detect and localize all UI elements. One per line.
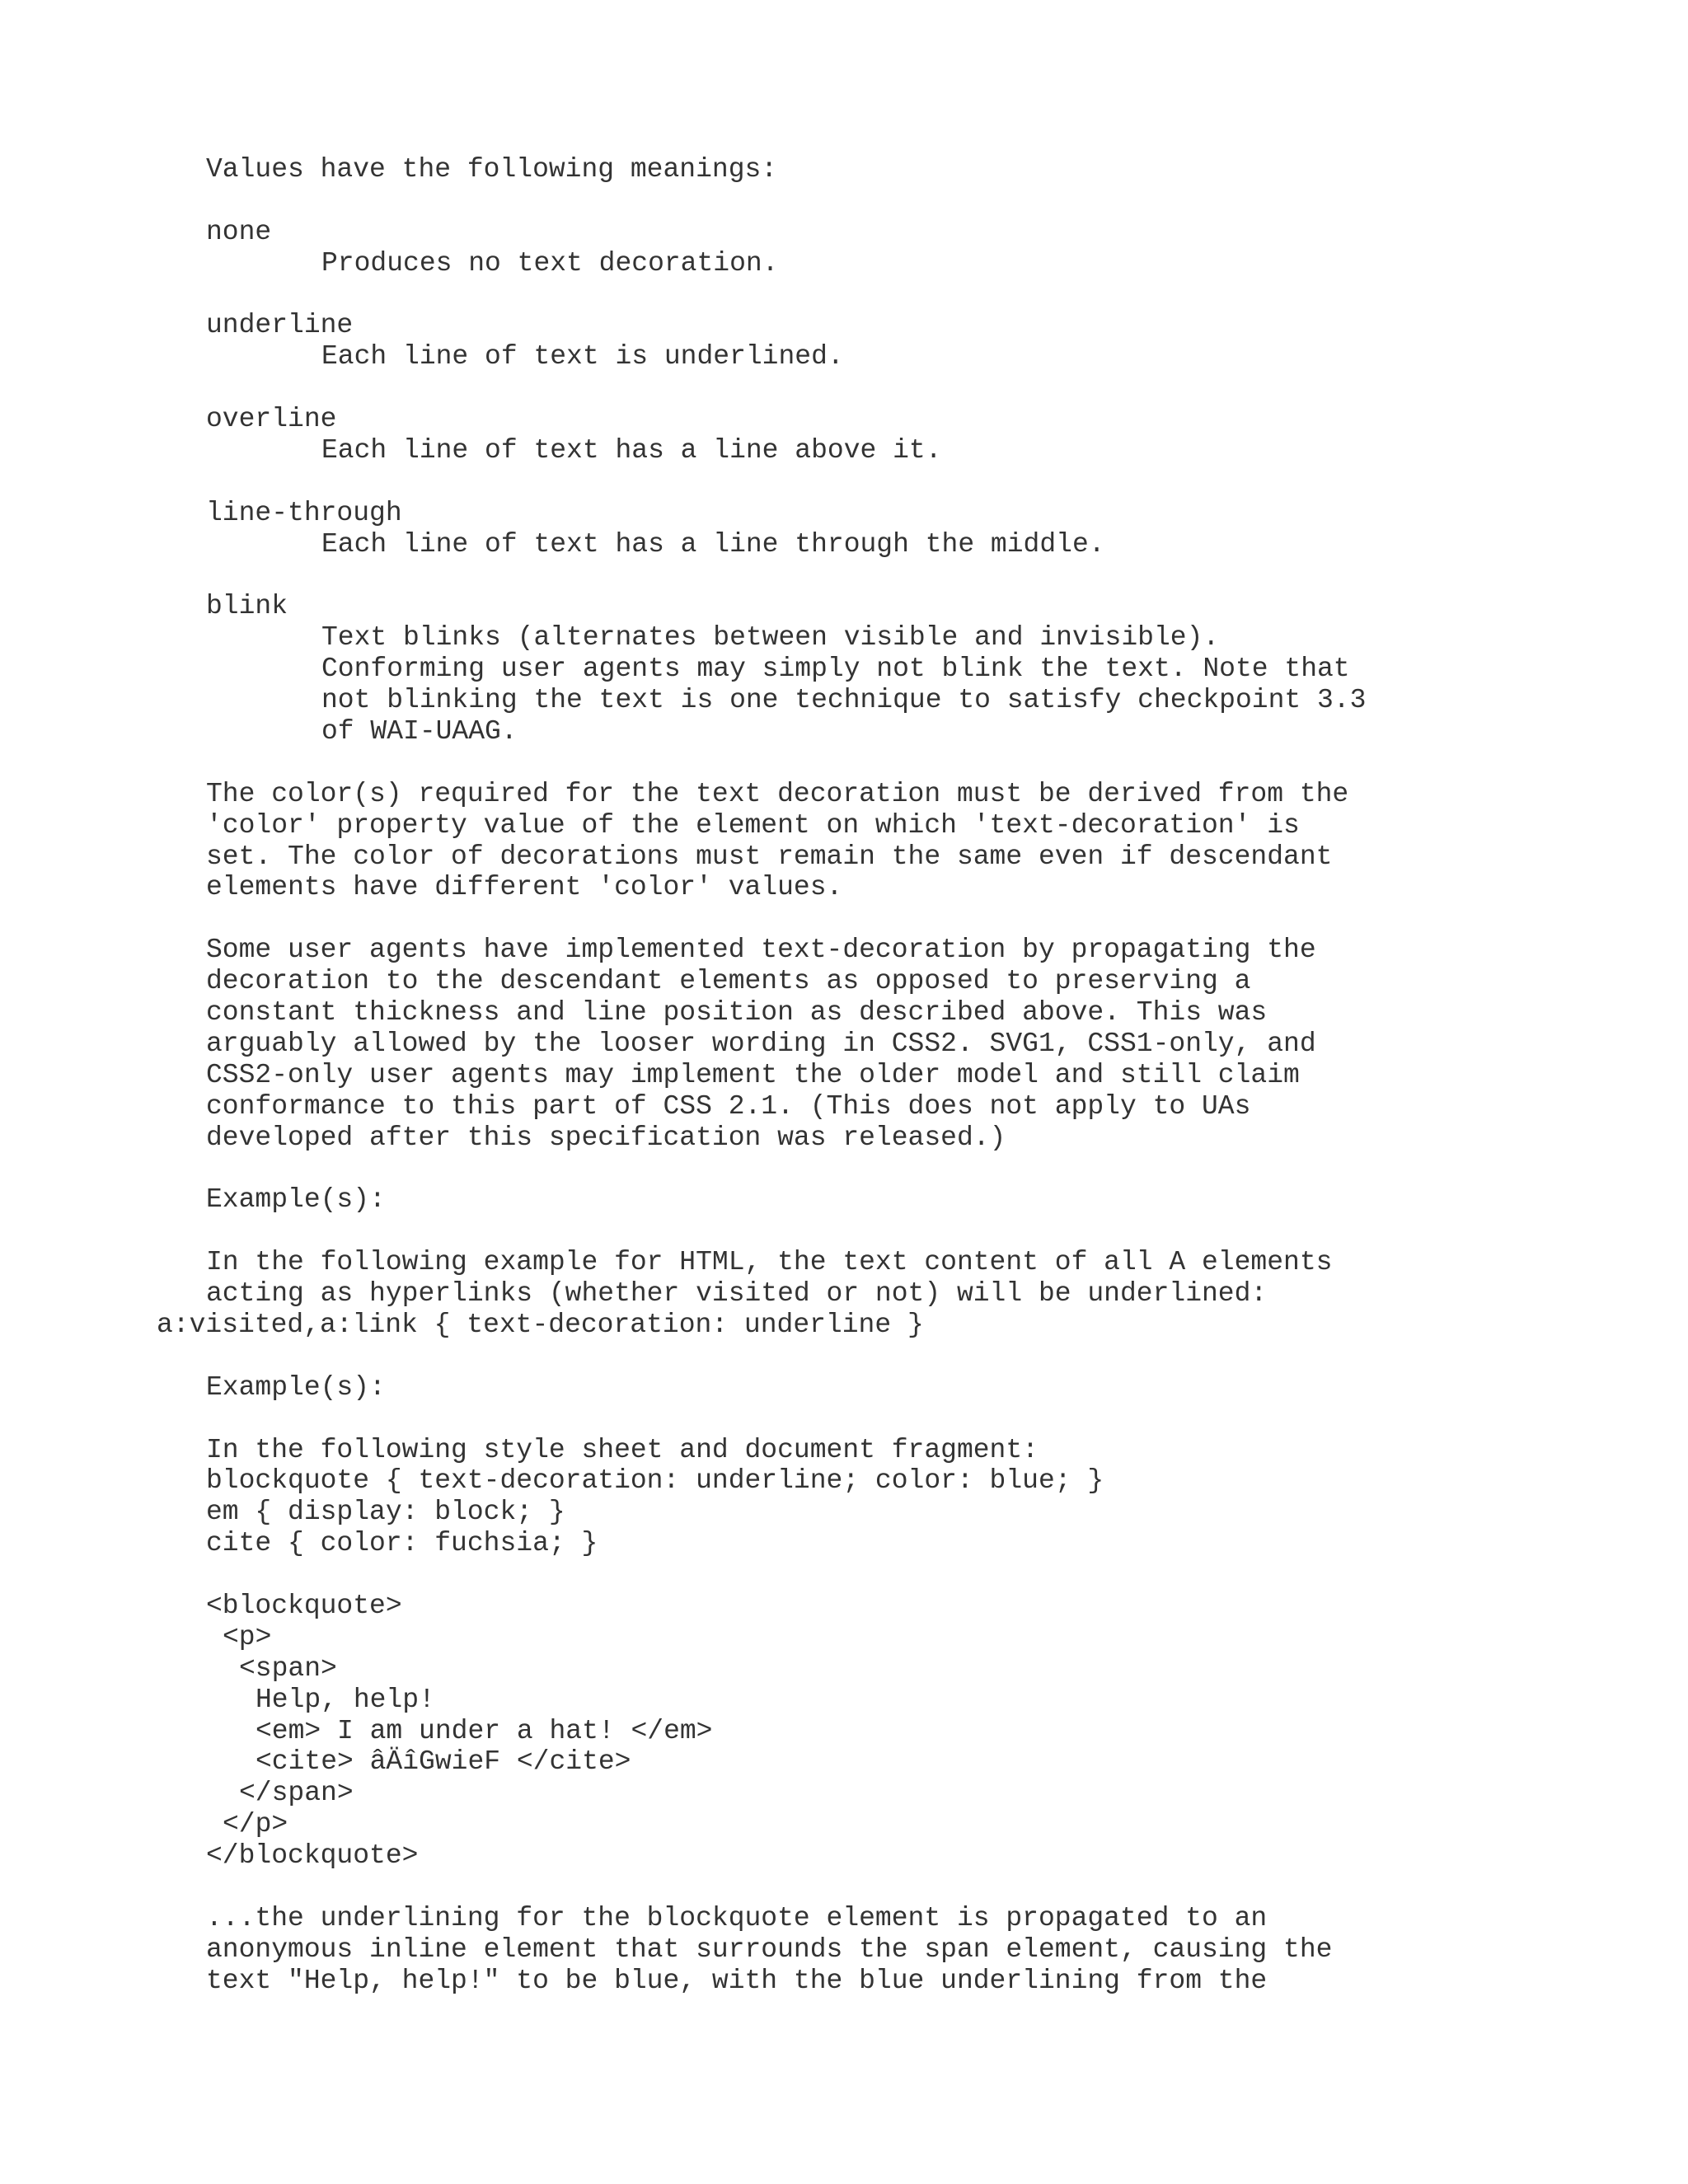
example2-markup-line: </blockquote> bbox=[206, 1840, 419, 1872]
example2-markup-line: <cite> âÄîGwieF </cite> bbox=[256, 1746, 631, 1778]
value-term-blink: blink bbox=[206, 591, 288, 622]
example2-markup-line: <blockquote> bbox=[206, 1590, 402, 1621]
example2-css-line: em { display: block; } bbox=[206, 1497, 565, 1528]
propagation-paragraph-line: constant thickness and line position as described above. This was bbox=[206, 997, 1268, 1029]
color-paragraph-line: elements have different 'color' values. bbox=[206, 872, 843, 903]
value-term-line-through: line-through bbox=[206, 497, 402, 528]
spacer bbox=[206, 1154, 1657, 1185]
spacer bbox=[206, 185, 1657, 217]
closing-paragraph-line: anonymous inline element that surrounds the span element, causing the bbox=[206, 1933, 1333, 1965]
example1-code: a:visited,a:link { text-decoration: underline } bbox=[157, 1309, 924, 1340]
spacer bbox=[206, 1216, 1657, 1247]
value-desc-overline: Each line of text has a line above it. bbox=[321, 435, 942, 466]
example2-markup-line: </span> bbox=[239, 1778, 354, 1809]
example1-text-line: In the following example for HTML, the text content of all A elements bbox=[206, 1247, 1333, 1278]
value-desc-blink-line: Text blinks (alternates between visible and invisible). bbox=[321, 622, 1220, 654]
example2-markup-line: <em> I am under a hat! </em> bbox=[256, 1715, 713, 1746]
closing-paragraph-line: text "Help, help!" to be blue, with the blue underlining from the bbox=[206, 1965, 1268, 1996]
value-desc-blink-line: not blinking the text is one technique to satisfy checkpoint 3.3 bbox=[321, 685, 1367, 716]
spacer bbox=[206, 748, 1657, 779]
example2-css-line: blockquote { text-decoration: underline; color: blue; } bbox=[206, 1465, 1104, 1497]
propagation-paragraph-line: conformance to this part of CSS 2.1. (This does not apply to UAs bbox=[206, 1090, 1251, 1122]
example2-intro: In the following style sheet and document fragment: bbox=[206, 1434, 1039, 1465]
spacer bbox=[206, 1341, 1657, 1372]
color-paragraph-line: The color(s) required for the text decoration must be derived from the bbox=[206, 778, 1349, 809]
example2-markup-line: <p> bbox=[223, 1621, 272, 1652]
value-desc-underline: Each line of text is underlined. bbox=[321, 341, 844, 373]
spacer bbox=[206, 1872, 1657, 1903]
example1-text-line: acting as hyperlinks (whether visited or not) will be underlined: bbox=[206, 1278, 1268, 1310]
example2-markup-line: Help, help! bbox=[256, 1684, 435, 1715]
example-heading: Example(s): bbox=[206, 1184, 386, 1216]
color-paragraph-line: 'color' property value of the element on which 'text-decoration' is bbox=[206, 809, 1300, 841]
color-paragraph-line: set. The color of decorations must remain the same even if descendant bbox=[206, 841, 1333, 872]
spacer bbox=[206, 1404, 1657, 1435]
example2-css-line: cite { color: fuchsia; } bbox=[206, 1528, 598, 1559]
propagation-paragraph-line: CSS2-only user agents may implement the older model and still claim bbox=[206, 1059, 1300, 1090]
spacer bbox=[206, 279, 1657, 311]
value-term-underline: underline bbox=[206, 310, 354, 341]
example2-markup-line: </p> bbox=[223, 1809, 288, 1840]
propagation-paragraph-line: arguably allowed by the looser wording in CSS2. SVG1, CSS1-only, and bbox=[206, 1028, 1316, 1059]
example2-markup-line: <span> bbox=[239, 1652, 337, 1684]
value-desc-blink-line: Conforming user agents may simply not blink the text. Note that bbox=[321, 654, 1350, 685]
closing-paragraph-line: ...the underlining for the blockquote element is propagated to an bbox=[206, 1902, 1268, 1933]
spacer bbox=[206, 373, 1657, 404]
propagation-paragraph-line: decoration to the descendant elements as opposed to preserving a bbox=[206, 966, 1251, 997]
value-term-overline: overline bbox=[206, 404, 337, 435]
example-heading: Example(s): bbox=[206, 1371, 386, 1403]
value-term-none: none bbox=[206, 216, 272, 247]
spacer bbox=[206, 466, 1657, 498]
value-desc-line-through: Each line of text has a line through the middle. bbox=[321, 528, 1105, 560]
spacer bbox=[206, 903, 1657, 935]
spacer bbox=[206, 1559, 1657, 1591]
spacer bbox=[206, 560, 1657, 592]
value-desc-blink-line: of WAI-UAAG. bbox=[321, 716, 518, 748]
propagation-paragraph-line: Some user agents have implemented text-decoration by propagating the bbox=[206, 935, 1316, 966]
document-body bbox=[157, 154, 1657, 1997]
propagation-paragraph-line: developed after this specification was released.) bbox=[206, 1122, 1006, 1153]
values-intro: Values have the following meanings: bbox=[206, 154, 778, 185]
value-desc-none: Produces no text decoration. bbox=[321, 247, 779, 279]
